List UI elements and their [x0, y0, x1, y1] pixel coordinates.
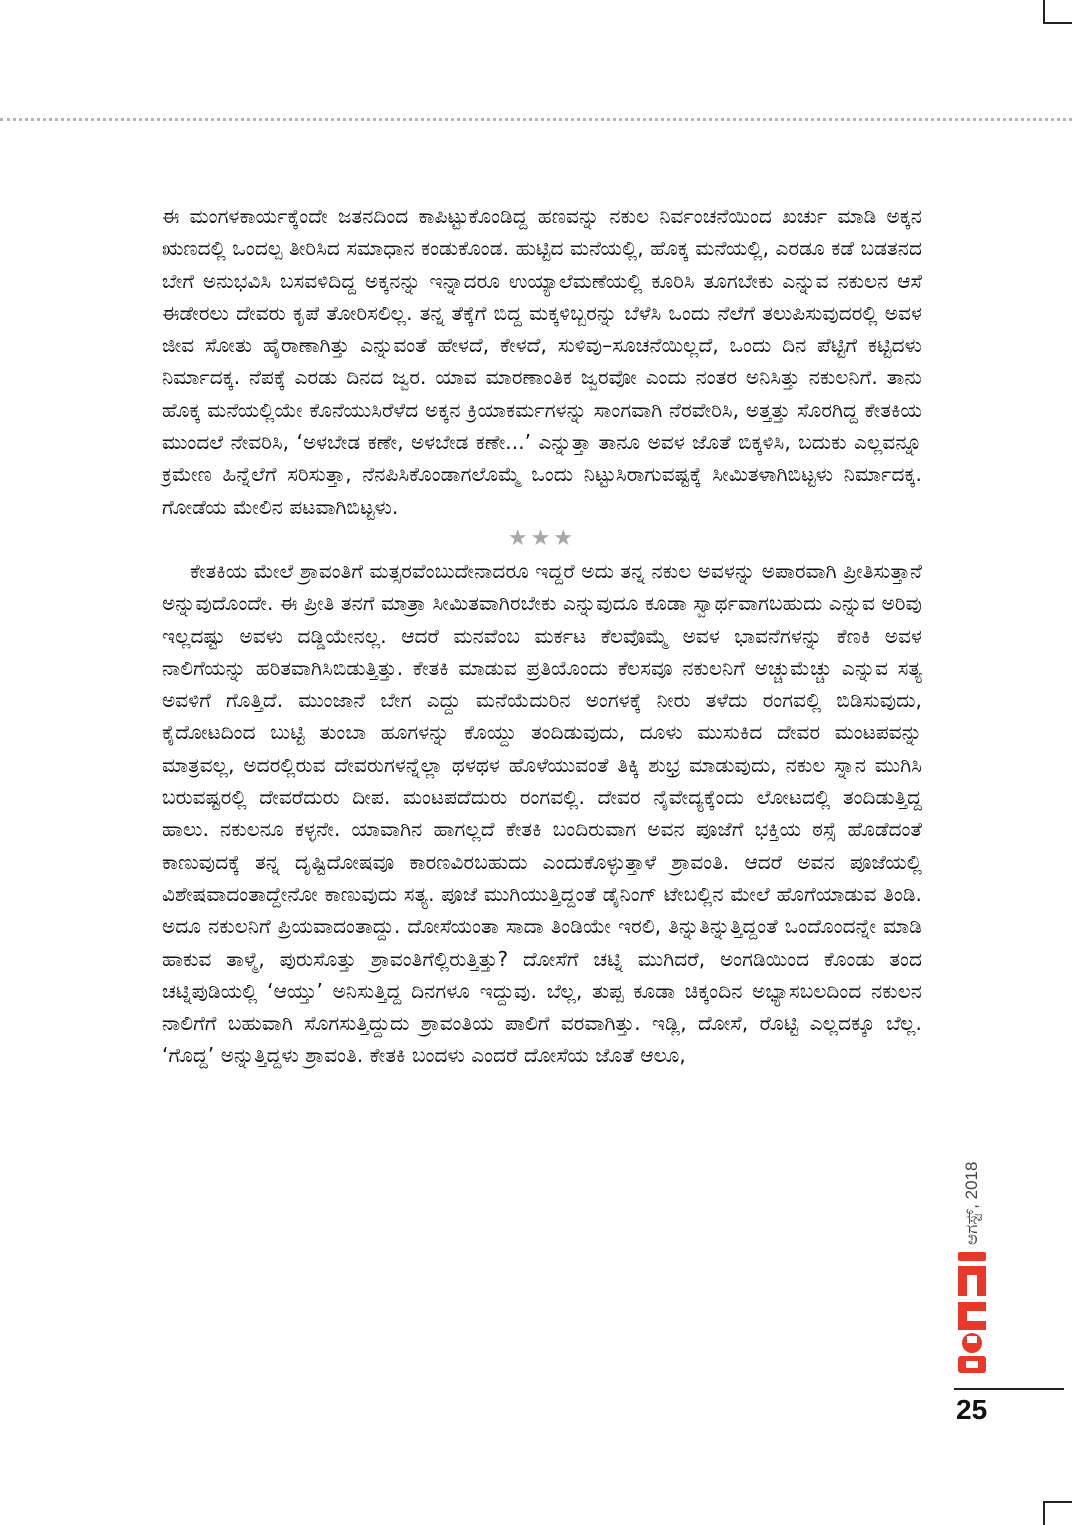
paragraph-1: ಈ ಮಂಗಳಕಾರ್ಯಕ್ಕೆಂದೇ ಜತನದಿಂದ ಕಾಪಿಟ್ಟುಕೊಂಡಿದ್ದ ಹಣವನ್ನು ನಕುಲ ನಿರ್ವಂಚನೆಯಿಂದ ಖರ್ಚು ಮಾಡಿ ಅಕ್ಕನ ಋಣದಲ್ಲಿ ಒಂದಲ್ಪ ತೀರಿಸಿದ ಸಮಾಧಾನ ಕಂಡುಕೊಂಡ. ಹುಟ್ಟಿದ ಮನೆಯಲ್ಲಿ, ಹೊಕ್ಕ ಮನೆಯಲ್ಲಿ, ಎರಡೂ ಕಡೆ ಬಡತನದ ಬೇಗೆ ಅನುಭವಿಸಿ ಬಸವಳಿದಿದ್ದ ಅಕ್ಕನನ್ನು ಇನ್ನಾದರೂ ಉಯ್ಯಾಲೆಮಣೆಯಲ್ಲಿ ಕೂರಿಸಿ ತೂಗಬೇಕು ಎನ್ನುವ ನಕುಲನ ಆಸೆ ಈಡೇರಲು ದೇವರು ಕೃಪೆ ತೋರಿಸಲಿಲ್ಲ. ತನ್ನ ತೆಕ್ಕೆಗೆ ಬಿದ್ದ ಮಕ್ಕಳಿಬ್ಬರನ್ನು ಬೆಳೆಸಿ ಒಂದು ನೆಲೆಗೆ ತಲುಪಿಸುವುದರಲ್ಲಿ ಅವಳ ಜೀವ ಸೋತು ಹೈರಾಣಾಗಿತ್ತು ಎನ್ನುವಂತೆ ಹೇಳದೆ, ಕೇಳದೆ, ಸುಳಿವು–ಸೂಚನೆಯಿಲ್ಲದೆ, ಒಂದು ದಿನ ಪೆಟ್ಟಿಗೆ ಕಟ್ಟಿದಳು ನಿರ್ಮಾದಕ್ಕ. ನೆಪಕ್ಕೆ ಎರಡು ದಿನದ ಜ್ವರ. ಯಾವ ಮಾರಣಾಂತಿಕ ಜ್ವರವೋ ಎಂದು ನಂತರ ಅನಿಸಿತ್ತು ನಕುಲನಿಗೆ. ತಾನು ಹೊಕ್ಕ ಮನೆಯಲ್ಲಿಯೇ ಕೊನೆಯುಸಿರೆಳೆದ ಅಕ್ಕನ ಕ್ರಿಯಾಕರ್ಮಗಳನ್ನು ಸಾಂಗವಾಗಿ ನೆರವೇರಿಸಿ, ಅತ್ತತ್ತು ಸೊರಗಿದ್ದ ಕೇತಕಿಯ ಮುಂದಲೆ ನೇವರಿಸಿ, ‘ಅಳಬೇಡ ಕಣೇ, ಅಳಬೇಡ ಕಣೇ...’ ಎನ್ನುತ್ತಾ ತಾನೂ ಅವಳ ಜೊತೆ ಬಿಕ್ಕಳಿಸಿ, ಬದುಕು ಎಲ್ಲವನ್ನೂ ಕ್ರಮೇಣ ಹಿನ್ನೆಲೆಗೆ ಸರಿಸುತ್ತಾ, ನೆನಪಿಸಿಕೊಂಡಾಗಲೊಮ್ಮೆ ಒಂದು ನಿಟ್ಟುಸಿರಾಗುವಷ್ಟಕ್ಕೆ ಸೀಮಿತಳಾಗಿಬಿಟ್ಟಳು ನಿರ್ಮಾದಕ್ಕ. ಗೋಡೆಯ ಮೇಲಿನ ಪಟವಾಗಿಬಿಟ್ಟಳು. — [162, 204, 923, 519]
page-number-rule — [954, 1388, 1064, 1390]
page-number: 25 — [956, 1394, 988, 1425]
crop-mark-top — [1043, 0, 1072, 24]
magazine-logo-graphic — [954, 1250, 990, 1375]
magazine-logo — [954, 1250, 990, 1375]
section-separator: ★★★ — [507, 525, 577, 551]
crop-mark-bottom — [1043, 1501, 1072, 1525]
issue-date-text: ಆಗಸ್ಟ್, 2018 — [962, 1161, 981, 1245]
paragraph-2: ಕೇತಕಿಯ ಮೇಲೆ ಶ್ರಾವಂತಿಗೆ ಮತ್ಸರವೆಂಬುದೇನಾದರೂ ಇದ್ದರೆ ಅದು ತನ್ನ ನಕುಲ ಅವಳನ್ನು ಅಪಾರವಾಗಿ ಪ್ರೀತಿಸುತ್ತಾನೆ ಅನ್ನುವುದೊಂದೇ. ಈ ಪ್ರೀತಿ ತನಗೆ ಮಾತ್ರಾ ಸೀಮಿತವಾಗಿರಬೇಕು ಎನ್ನುವುದೂ ಕೂಡಾ ಸ್ವಾರ್ಥವಾಗಬಹುದು ಎನ್ನುವ ಅರಿವು ಇಲ್ಲದಷ್ಟು ಅವಳು ದಡ್ಡಿಯೇನಲ್ಲ. ಆದರೆ ಮನವೆಂಬ ಮರ್ಕಟ ಕೆಲವೊಮ್ಮೆ ಅವಳ ಭಾವನೆಗಳನ್ನು ಕೆಣಕಿ ಅವಳ ನಾಲಿಗೆಯನ್ನು ಹರಿತವಾಗಿಸಿಬಿಡುತ್ತಿತ್ತು. ಕೇತಕಿ ಮಾಡುವ ಪ್ರತಿಯೊಂದು ಕೆಲಸವೂ ನಕುಲನಿಗೆ ಅಚ್ಚುಮೆಚ್ಚು ಎನ್ನುವ ಸತ್ಯ ಅವಳಿಗೆ ಗೊತ್ತಿದೆ. ಮುಂಜಾನೆ ಬೇಗ ಎದ್ದು ಮನೆಯೆದುರಿನ ಅಂಗಳಕ್ಕೆ ನೀರು ತಳೆದು ರಂಗವಲ್ಲಿ ಬಿಡಿಸುವುದು, ಕೈದೋಟದಿಂದ ಬುಟ್ಟಿ ತುಂಬಾ ಹೂಗಳನ್ನು ಕೊಯ್ದು ತಂದಿಡುವುದು, ದೂಳು ಮುಸುಕಿದ ದೇವರ ಮಂಟಪವನ್ನು ಮಾತ್ರವಲ್ಲ, ಅದರಲ್ಲಿರುವ ದೇವರುಗಳನ್ನೆಲ್ಲಾ ಥಳಥಳ ಹೊಳೆಯುವಂತೆ ತಿಕ್ಕಿ ಶುಭ್ರ ಮಾಡುವುದು, ನಕುಲ ಸ್ನಾನ ಮುಗಿಸಿ ಬರುವಷ್ಟರಲ್ಲಿ ದೇವರೆದುರು ದೀಪ. ಮಂಟಪದೆದುರು ರಂಗವಲ್ಲಿ. ದೇವರ ನೈವೇದ್ಯಕ್ಕೆಂದು ಲೋಟದಲ್ಲಿ ತಂದಿಡುತ್ತಿದ್ದ ಹಾಲು. ನಕುಲನೂ ಕಳ್ಳನೇ. ಯಾವಾಗಿನ ಹಾಗಲ್ಲದೆ ಕೇತಕಿ ಬಂದಿರುವಾಗ ಅವನ ಪೂಜೆಗೆ ಭಕ್ತಿಯ ಠಸ್ಸೆ ಹೊಡೆದಂತೆ ಕಾಣುವುದಕ್ಕೆ ತನ್ನ ದೃಷ್ಟಿದೋಷವೂ ಕಾರಣವಿರಬಹುದು ಎಂದುಕೊಳ್ಳುತ್ತಾಳೆ ಶ್ರಾವಂತಿ. ಆದರೆ ಅವನ ಪೂಜೆಯಲ್ಲಿ ವಿಶೇಷವಾದಂತಾದ್ದೇನೋ ಕಾಣುವುದು ಸತ್ಯ. ಪೂಜೆ ಮುಗಿಯುತ್ತಿದ್ದಂತೆ ಡೈನಿಂಗ್ ಟೇಬಲ್ಲಿನ ಮೇಲೆ ಹೊಗೆಯಾಡುವ ತಿಂಡಿ. ಅದೂ ನಕುಲನಿಗೆ ಪ್ರಿಯವಾದಂತಾದ್ದು. ದೋಸೆಯಂತಾ ಸಾದಾ ತಿಂಡಿಯೇ ಇರಲಿ, ತಿನ್ನುತಿನ್ನುತ್ತಿದ್ದಂತೆ ಒಂದೊಂದನ್ನೇ ಮಾಡಿ ಹಾಕುವ ತಾಳ್ಮೆ, ಪುರುಸೊತ್ತು ಶ್ರಾವಂತಿಗೆಲ್ಲಿರುತ್ತಿತ್ತು? ದೋಸೆಗೆ ಚಟ್ನಿ ಮುಗಿದರೆ, ಅಂಗಡಿಯಿಂದ ಕೊಂಡು ತಂದ ಚಟ್ನಿಪುಡಿಯಲ್ಲಿ ‘ಆಯ್ತು’ ಅನಿಸುತ್ತಿದ್ದ ದಿನಗಳೂ ಇದ್ದುವು. ಬೆಲ್ಲ, ತುಪ್ಪ ಕೂಡಾ ಚಿಕ್ಕಂದಿನ ಅಭ್ಯಾಸಬಲದಿಂದ ನಕುಲನ ನಾಲಿಗೆಗೆ ಬಹುವಾಗಿ ಸೊಗಸುತ್ತಿದ್ದುದು ಶ್ರಾವಂತಿಯ ಪಾಲಿಗೆ ವರವಾಗಿತ್ತು. ಇಡ್ಲಿ, ದೋಸೆ, ರೊಟ್ಟಿ ಎಲ್ಲದಕ್ಕೂ ಬೆಲ್ಲ. ‘ಗೊದ್ದ’ ಅನ್ನುತ್ತಿದ್ದಳು ಶ್ರಾವಂತಿ. ಕೇತಕಿ ಬಂದಳು ಎಂದರೆ ದೋಸೆಯ ಜೊತೆ ಆಲೂ, — [162, 558, 922, 1068]
issue-date — [956, 1125, 986, 1245]
header-dotted-rule — [0, 118, 1072, 121]
article-body — [162, 200, 922, 1072]
